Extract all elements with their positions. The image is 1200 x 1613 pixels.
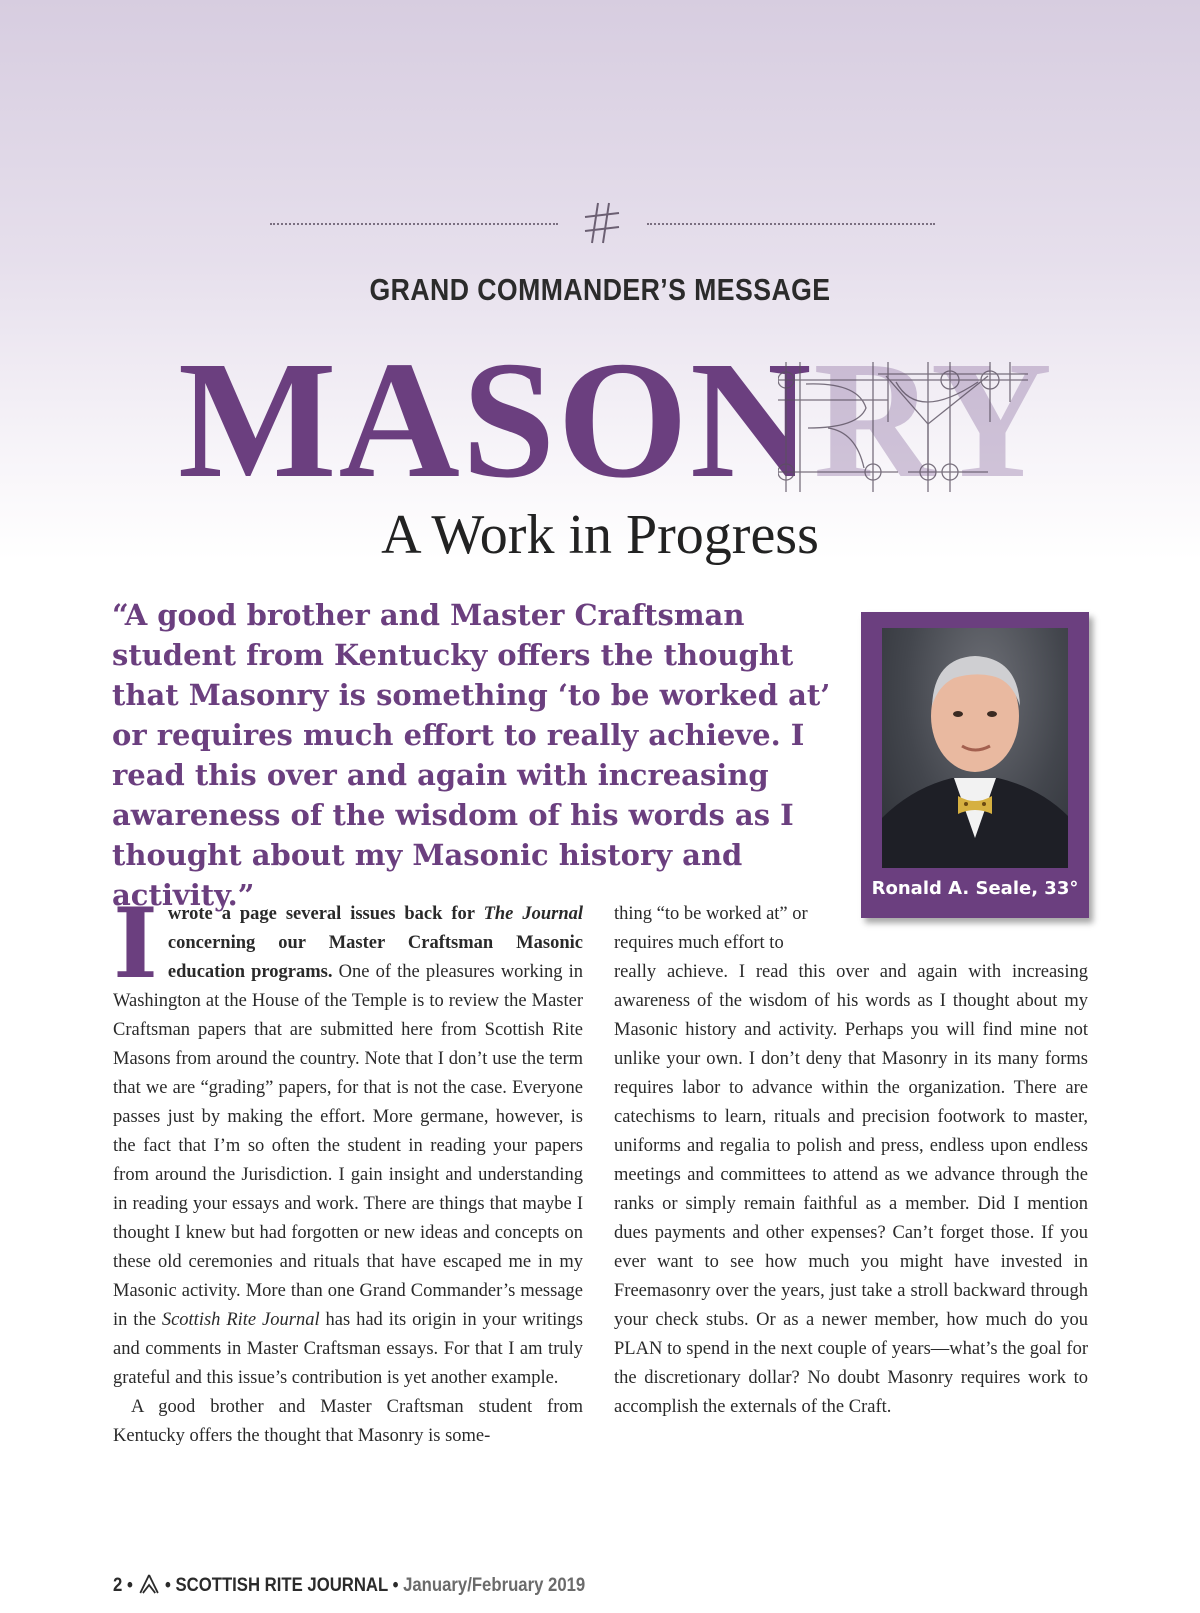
article-lead-journal: The Journal [483, 904, 583, 924]
article-lead-text-2: concerning our Master Craftsman Masonic education programs. [167, 933, 583, 982]
article-column-left [113, 887, 584, 1451]
article-body-text: One of the pleasures working in Washington at the House of the Temple is to review the Master Craftsman papers that are submitted here from Scottish Rite Masons from around the country. Note that I don’t use the term that we are “grading” papers, for that is not the case. Everyone passes just by making the effort. More germane, however, is the fact that I’m so often the student in reading your papers from around the Jurisdiction. I gain insight and understanding in reading your essays and work. There are things that maybe I thought I knew but had forgotten or new ideas and concepts on these old ceremonies and rituals that have escaped me in my Masonic activity. More than one Grand Commander’s message in the [113, 962, 584, 1330]
author-caption: Ronald A. Seale, 33° [871, 878, 1079, 899]
author-photo [882, 628, 1068, 868]
pull-quote: “A good brother and Master Craftsman student from Kentucky offers the thought that Masonry is something ‘to be worked at’ or requires much effort to really achieve. I read this over and again with increasing awareness of the wisdom of his words as I thought about my Masonic history and activity.” [112, 598, 831, 912]
article-body-journal: Scottish Rite Journal [161, 1310, 320, 1330]
header-ornament [270, 205, 935, 245]
footer-separator: • [392, 1575, 399, 1596]
footer-separator: • [164, 1575, 171, 1596]
publication-name: SCOTTISH RITE JOURNAL [175, 1575, 388, 1596]
scottish-rite-emblem-icon [137, 1573, 160, 1595]
article-body-text-2: has had its origin in your writings and comments in Master Craftsman essays. For that I am truly grateful and this issue’s contribution is yet another example. [113, 1310, 583, 1388]
feature-subtitle: A Work in Progress [381, 504, 819, 566]
page-footer [113, 1573, 585, 1597]
article-lead-text: wrote a page several issues back for [167, 904, 484, 924]
square-compass-ornament-icon [582, 201, 622, 245]
section-label: GRAND COMMANDER’S MESSAGE [369, 272, 831, 307]
author-photo-illustration [882, 628, 1068, 868]
article-paragraph: really achieve. I read this over and again with increasing awareness of the wisdom of his words as I thought about my Masonic history and activity. Perhaps you will find mine not unlike your own. I don’t deny that Masonry in its many forms requires labor to advance within the organization. There are catechisms to learn, rituals and precision footwork to master, uniforms and regalia to polish and press, endless upon endless meetings and committees to attend as we advance through the ranks or simply remain faithful as a member. Did I mention dues payments and other expenses? Can’t forget those. If you ever want to see how much you might have invested in Freemasonry over the years, just take a stroll backward through your check stubs. Or as a newer member, how much do you PLAN to spend in the next couple of years—what’s the goal for the discretionary dollar? No doubt Masonry requires work to accomplish the externals of the Craft. [614, 962, 1088, 1417]
blueprint-construction-lines-icon [778, 362, 1028, 492]
article-paragraph: A good brother and Master Craftsman student from Kentucky offers the thought that Masonry is some- [113, 1397, 583, 1446]
dotted-rule-left [270, 223, 558, 225]
drop-cap: I [113, 887, 158, 1000]
dotted-rule-right [647, 223, 935, 225]
issue-date: January/February 2019 [403, 1575, 586, 1596]
feature-title-ghost: RY [813, 327, 1055, 513]
footer-separator: • [126, 1575, 133, 1596]
article-paragraph-continued: thing “to be worked at” or requires much effort to [614, 904, 808, 953]
feature-title-main: MASON [178, 327, 814, 513]
page-number: 2 [113, 1575, 123, 1596]
author-portrait [861, 612, 1089, 918]
article-paragraph [113, 887, 584, 1393]
article-column-right [614, 900, 1088, 1422]
